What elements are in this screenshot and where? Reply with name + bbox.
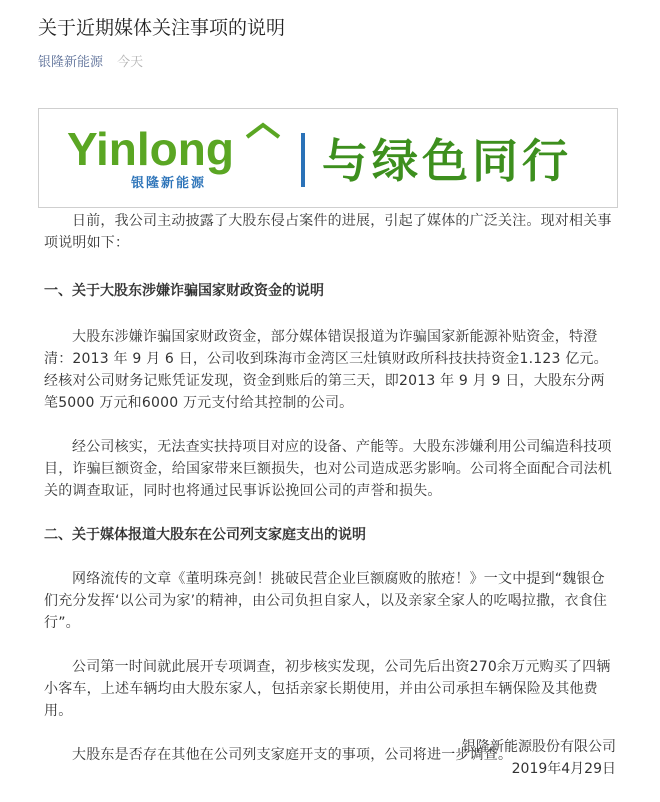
section-2-paragraph-1: 网络流传的文章《董明珠亮剑！挑破民营企业巨额腐败的脓疮！》一文中提到“魏银仓们充分发挥‘以公司为家’的精神，由公司负担自家人，以及亲家全家人的吃喝拉撒，衣食住行”。: [44, 571, 608, 631]
yinlong-logo: [39, 109, 617, 207]
logo-cn-name: 银隆新能源: [131, 176, 207, 191]
section-2-paragraph-2: 公司第一时间就此展开专项调查，初步核实发现，公司先后出资270余万元购买了四辆小客车，上述车辆均由大股东家人，包括亲家长期使用，并由公司承担车辆保险及其他费用。: [44, 659, 611, 719]
section-2-heading: 二、关于媒体报道大股东在公司列支家庭支出的说明: [44, 527, 366, 543]
section-1-paragraph-1: 大股东涉嫌诈骗国家财政资金，部分媒体错误报道为诈骗国家新能源补贴资金，特澄清：2013 年 9 月 6 日，公司收到珠海市金湾区三灶镇财政所科技扶持资金1.123 亿元。经核对公司财务记账凭证发现，资金到账后的第三天，即2013 年 9 月 9 日，大股东分两笔5000 万元和6000 万元支付给其控制的公司。: [44, 329, 608, 411]
section-1-paragraph-2: 经公司核实，无法查实扶持项目对应的设备、产能等。大股东涉嫌利用公司编造科技项目，诈骗巨额资金，给国家带来巨额损失，也对公司造成恶劣影响。公司将全面配合司法机关的调查取证，同时也将通过民事诉讼挽回公司的声誉和损失。: [44, 439, 612, 499]
section-2-paragraph-3: 大股东是否存在其他在公司列支家庭开支的事项，公司将进一步调查。: [72, 747, 513, 763]
company-name: 银隆新能源股份有限公司: [462, 739, 616, 755]
section-1-heading: 一、关于大股东涉嫌诈骗国家财政资金的说明: [44, 283, 324, 299]
roof-icon: [247, 125, 279, 137]
account-link[interactable]: 银隆新能源: [38, 55, 104, 70]
intro-paragraph: 日前，我公司主动披露了大股东侵占案件的进展，引起了媒体的广泛关注。现对相关事项说明如下：: [44, 213, 612, 251]
publish-date: 今天: [117, 55, 144, 70]
signature-date: 2019年4月29日: [511, 761, 616, 777]
article-body: [44, 210, 614, 766]
banner-image: [38, 108, 618, 208]
signature-block: [462, 736, 616, 780]
article-meta: [38, 54, 143, 72]
logo-wordmark: Yinlong: [67, 123, 234, 175]
article-title: 关于近期媒体关注事项的说明: [38, 17, 286, 39]
slogan: 与绿色同行: [322, 134, 572, 188]
